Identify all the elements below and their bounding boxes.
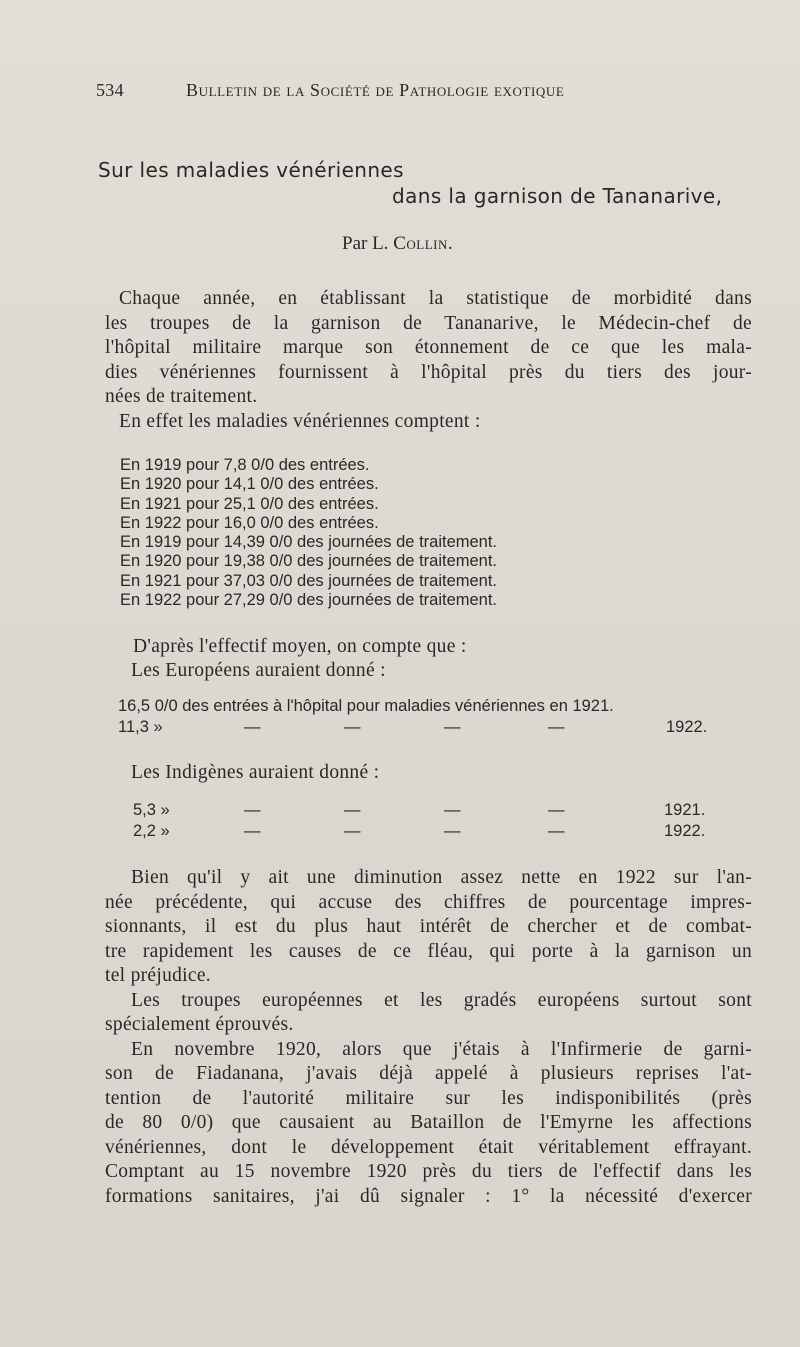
author-name: Collin.: [393, 233, 454, 254]
text-line: les troupes de la garnison de Tananarive, le Médecin-chef de: [105, 312, 752, 334]
stat-row: En 1919 pour 7,8 0/0 des entrées.: [120, 456, 370, 474]
text-line: de 80 0/0) que causaient au Bataillon de l'Emyrne les affections: [105, 1112, 752, 1133]
dash-cell: —: [244, 718, 261, 736]
author-line: [342, 233, 453, 255]
effectif-line: D'après l'effectif moyen, on compte que :: [133, 636, 467, 657]
text-line: tre rapidement les causes de ce fléau, qui porte à la garnison un: [105, 940, 752, 962]
year-cell: 1921.: [664, 801, 706, 819]
text-line: née précédente, qui accuse des chiffres de pourcentage impres-: [105, 891, 752, 913]
text-line: spécialement éprouvés.: [105, 1014, 294, 1035]
stat-row: En 1921 pour 37,03 0/0 des journées de traitement.: [120, 571, 498, 590]
dash-cell: —: [244, 801, 261, 819]
dash-cell: —: [344, 718, 361, 736]
stat-row: En 1919 pour 14,39 0/0 des journées de traitement.: [120, 533, 498, 552]
europeens-row-1921: 16,5 0/0 des entrées à l'hôpital pour maladies vénériennes en 1921.: [118, 697, 614, 715]
text-line: nées de traitement.: [105, 386, 258, 407]
text-line: En novembre 1920, alors que j'étais à l'Infirmerie de garni-: [131, 1038, 752, 1060]
text-line: vénériennes, dont le développement était véritablement effrayant.: [105, 1136, 752, 1158]
dash-cell: —: [244, 822, 261, 840]
year-cell: 1922.: [666, 718, 708, 736]
text-line: Comptant au 15 novembre 1920 près du tiers de l'effectif dans les: [105, 1161, 752, 1182]
text-line: En effet les maladies vénériennes comptent :: [119, 410, 481, 432]
year-cell: 1922.: [664, 822, 706, 840]
dash-cell: —: [548, 718, 565, 736]
dash-cell: —: [444, 718, 461, 736]
text-line: tel préjudice.: [105, 965, 211, 986]
dash-cell: —: [344, 801, 361, 819]
statistics-list: [120, 456, 497, 610]
text-line: formations sanitaires, j'ai dû signaler : 1° la nécessité d'exercer: [105, 1185, 752, 1207]
europeens-row-1922: [0, 718, 800, 740]
article-title-line-1: Sur les maladies vénériennes: [98, 158, 404, 182]
dash-cell: —: [444, 801, 461, 819]
text-line: tention de l'autorité militaire sur les indisponibilités (près: [105, 1087, 752, 1109]
value-cell: 11,3 »: [118, 718, 163, 736]
indigenes-row-1921: [0, 801, 800, 823]
europeens-label: Les Européens auraient donné :: [131, 660, 386, 681]
indigenes-row-1922: [0, 822, 800, 844]
text-line: Les troupes européennes et les gradés européens surtout sont: [131, 989, 752, 1011]
text-line: Bien qu'il y ait une diminution assez nette en 1922 sur l'an-: [131, 867, 752, 888]
dash-cell: —: [444, 822, 461, 840]
stat-row: En 1920 pour 19,38 0/0 des journées de traitement.: [120, 552, 498, 571]
body-paragraph: [105, 866, 752, 1209]
text-line: Chaque année, en établissant la statistique de morbidité dans: [119, 288, 752, 309]
stat-row: En 1922 pour 27,29 0/0 des journées de traitement.: [120, 591, 498, 610]
stat-row: En 1921 pour 25,1 0/0 des entrées.: [120, 494, 379, 513]
journal-title: Bulletin de la Société de Pathologie exotique: [186, 80, 565, 100]
page-number: 534: [96, 80, 124, 100]
dash-cell: —: [344, 822, 361, 840]
text-line: sionnants, il est du plus haut intérêt de chercher et de combat-: [105, 916, 752, 937]
value-cell: 2,2 »: [133, 822, 170, 840]
text-line: l'hôpital militaire marque son étonnement de ce que les mala-: [105, 337, 752, 358]
intro-paragraph: [105, 287, 752, 434]
stat-row: En 1920 pour 14,1 0/0 des entrées.: [120, 475, 379, 494]
author-prefix: Par L.: [342, 233, 389, 254]
value-cell: 5,3 »: [133, 801, 170, 819]
dash-cell: —: [548, 801, 565, 819]
indigenes-label: Les Indigènes auraient donné :: [131, 762, 380, 783]
text-line: dies vénériennes fournissent à l'hôpital près du tiers des jour-: [105, 361, 752, 383]
article-title-line-2: dans la garnison de Tananarive,: [392, 184, 723, 208]
stat-row: En 1922 pour 16,0 0/0 des entrées.: [120, 513, 379, 532]
running-header: [96, 80, 756, 101]
text-line: son de Fiadanana, j'avais déjà appelé à plusieurs reprises l'at-: [105, 1063, 752, 1084]
dash-cell: —: [548, 822, 565, 840]
